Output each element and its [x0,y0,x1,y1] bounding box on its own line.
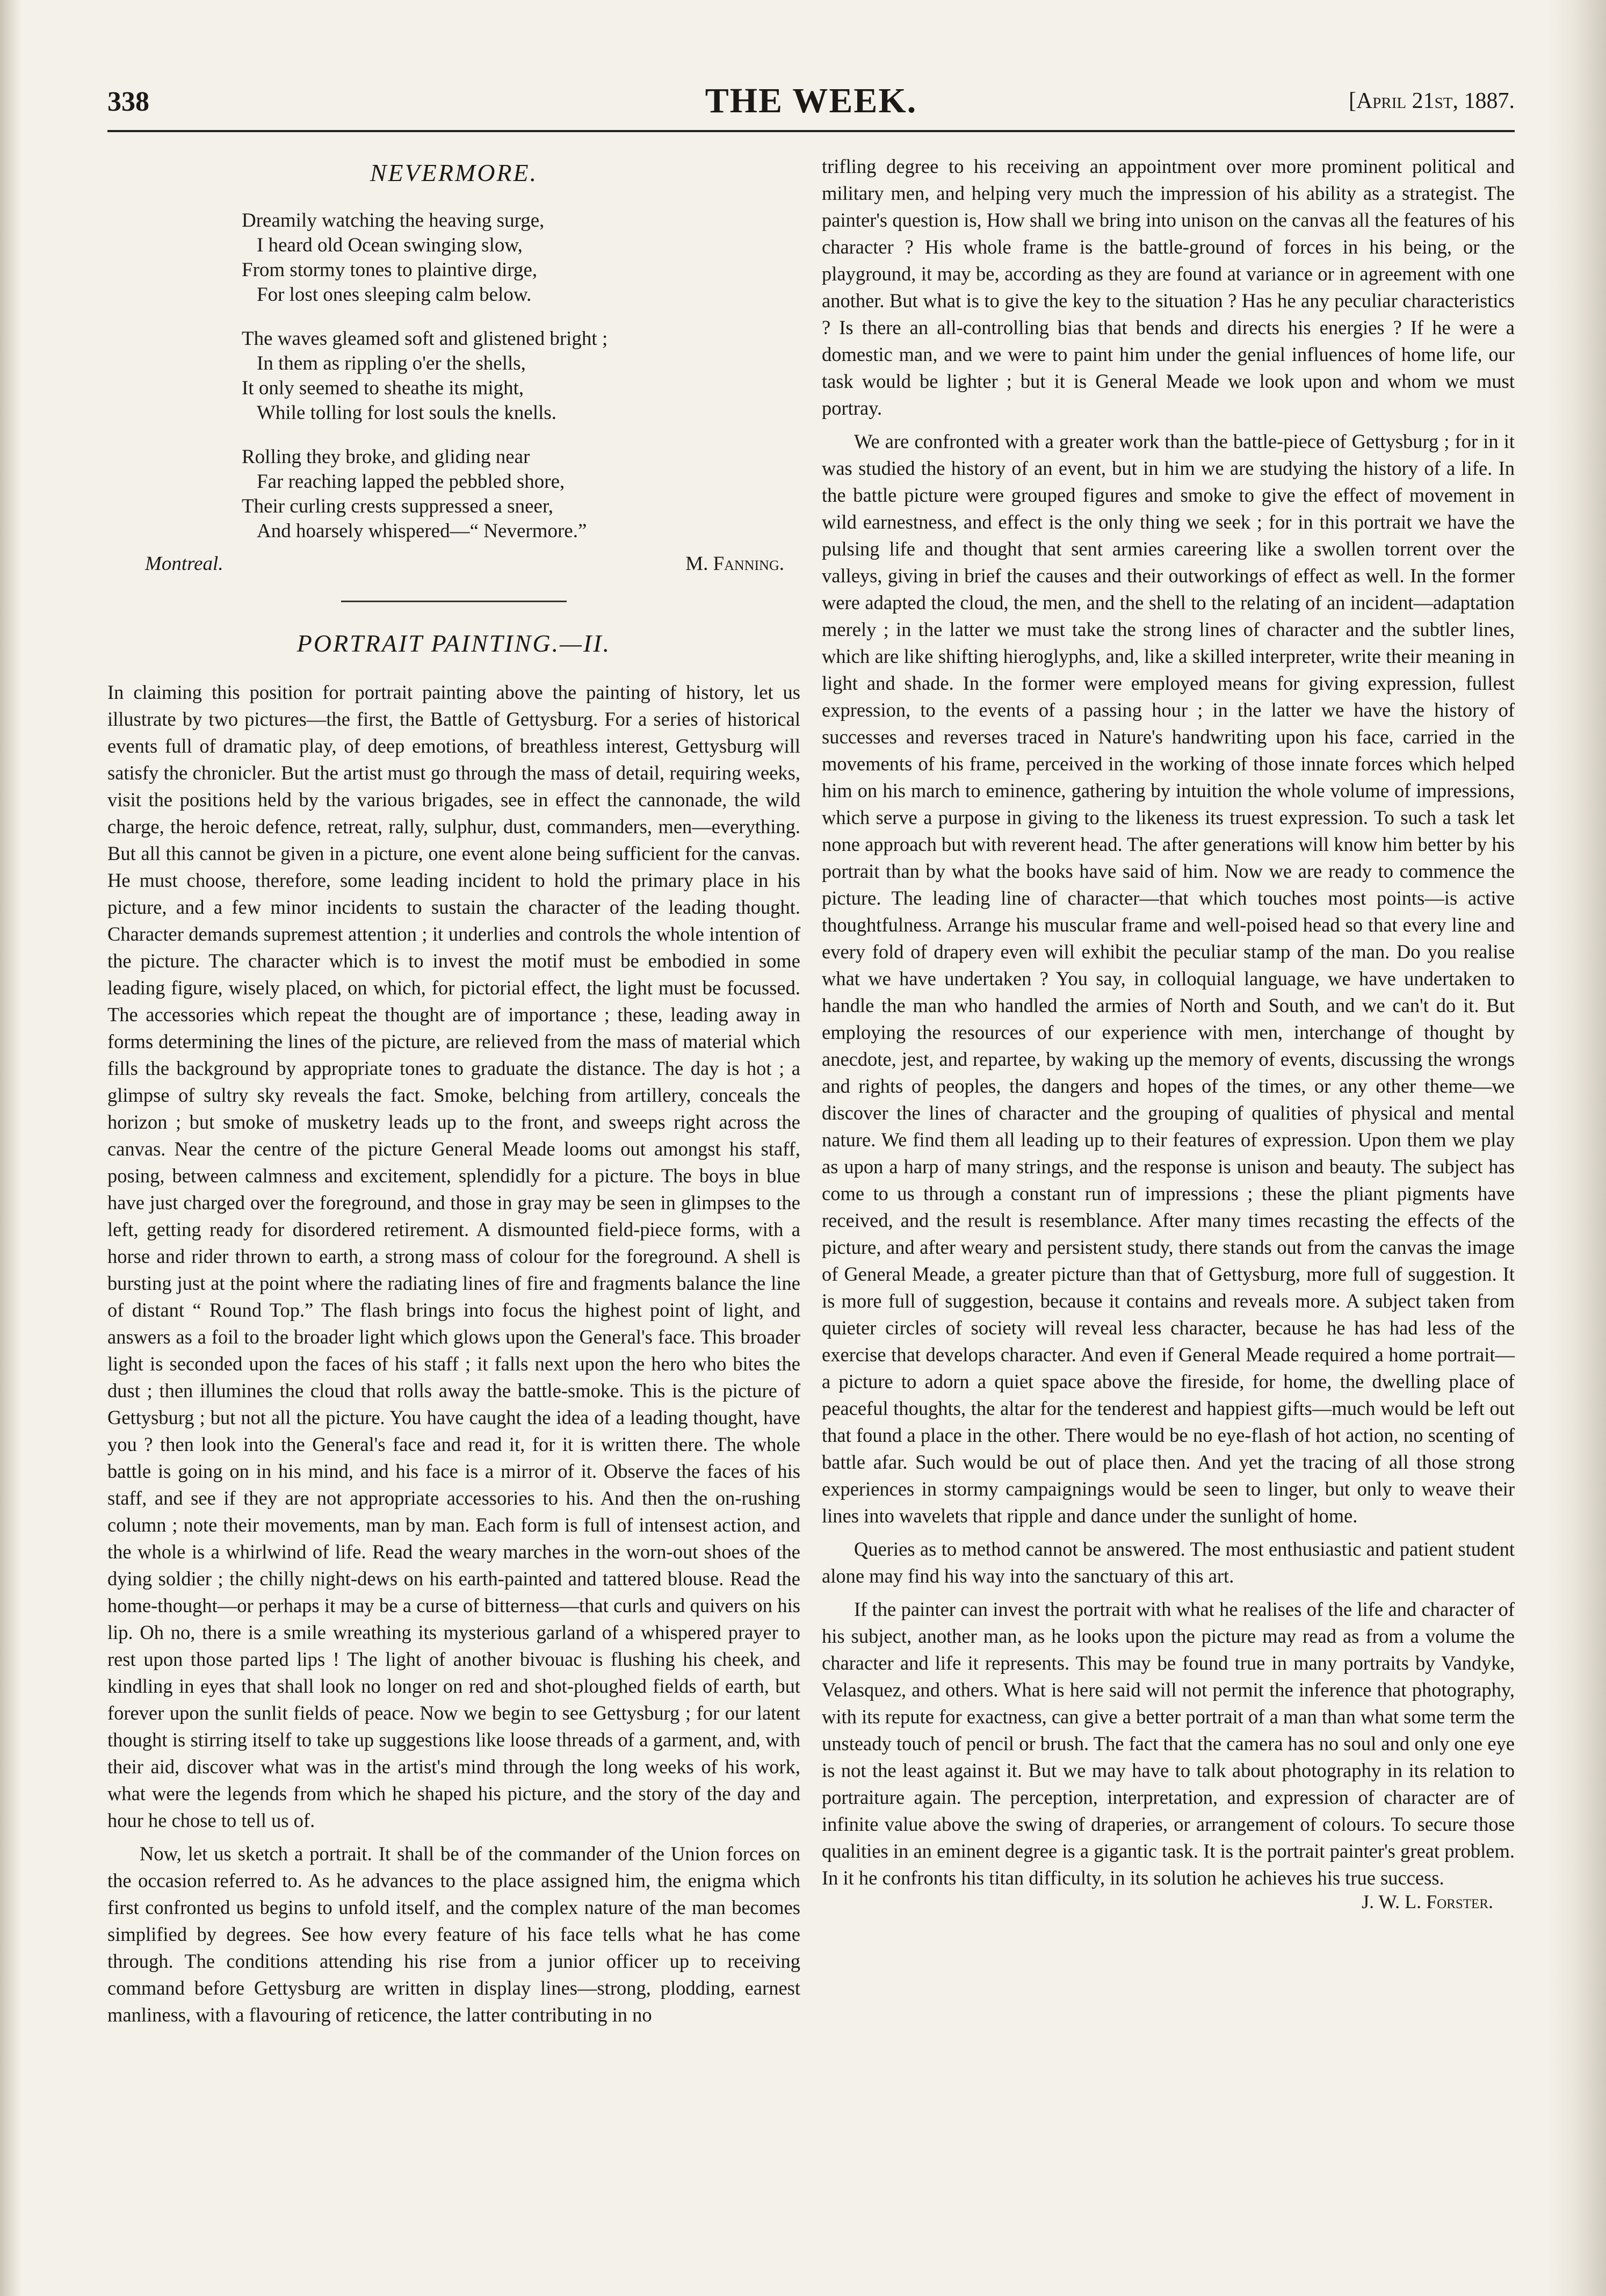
article-paragraph: We are confronted with a greater work than the battle-piece of Gettysburg ; for in it was studied the history of an event, but in him we are studying the history of a life. In the battle picture were grouped figures and smoke to give the effect of movement in wild earnestness, and effect is the only thing we seek ; for in this portrait we have the pulsing life and thought that sent armies careering like a swollen torrent over the valleys, giving in brief the causes and their outworkings of effect as well. In the former were adapted the cloud, the men, and the shell to the relating of an incident—adaptation merely ; in the latter we must take the strong lines of character and the subtler lines, which are like shifting hieroglyphs, and, like a skilled interpreter, write their meaning in light and shade. In the former were employed means for giving expression, fullest expression, to the events of a passing hour ; in the latter we have the history of successes and reverses traced in Nature's handwriting upon his face, carried in the movements of his frame, perceived in the working of those innate forces which helped him on his march to eminence, gathering by intuition the whole volume of impressions, which serve a purpose in giving to the likeness its truest expression. To such a task let none approach but with reverent head. The after generations will know him better by his portrait than by what the books have said of him. Now we are ready to commence the picture. The leading line of character—that which touches most points—is active thoughtfulness. Arrange his muscular frame and well-poised head so that every line and every fold of drapery even will exhibit the peculiar stamp of the man. Do you realise what we have undertaken ? You say, in colloquial language, we have undertaken to handle the man who handled the armies of North and South, and we can't do it. But employing the resources of our experience with men, interchange of thought by anecdote, jest, and repartee, by waking up the memory of events, discussing the wrongs and rights of peoples, the dangers and hopes of the times, or any other theme—we discover the lines of character and the grouping of qualities of physical and mental nature. We find them all leading up to their features of expression. Upon them we play as upon a harp of many strings, and the response is unison and beauty. The subject has come to us through a constant run of impressions ; these the pliant pigments have received, and the result is resemblance. After many times recasting the effects of the picture, and after weary and persistent study, there stands out from the canvas the image of General Meade, a greater picture than that of Gettysburg, more full of suggestion. It is more full of suggestion, because it contains and reveals more. A subject taken from quieter circles of society will reveal less character, because he has had less of the exercise that develops character. And even if General Meade required a home portrait—a picture to adorn a quiet space above the fireside, for home, the dwelling place of peaceful thoughts, the altar for the tenderest and happiest gifts—much would be left out that found a place in the other. There would be no eye-flash of hot action, no scenting of battle afar. Such would be out of place then. And yet the tracing of all those strong experiences in stormy campaignings would be seen to linger, but only to weave their lines into wavelets that ripple and dance under the sunlight of home. [822,430,1515,1527]
poem-line: Their curling crests suppressed a sneer, [242,495,554,517]
issue-date: [April 21st, 1887. [1348,89,1515,113]
poem-line: Rolling they broke, and gliding near [242,446,530,468]
poem [107,158,800,579]
page-header [107,81,1515,124]
article-paragraph: Now, let us sketch a portrait. It shall be of the commander of the Union forces on the occasion referred to. As he advances to the place assigned him, the enigma which first confronted us begins to unfold itself, and the complex nature of the man becomes simplified by degrees. See how every feature of his face tells what he has come through. The conditions attending his rise from a junior officer up to receiving command before Gettysburg are written in display lines—strong, plodding, earnest manliness, with a flavouring of reticence, the latter contributing in no [107,1843,800,2026]
page-number: 338 [107,86,149,117]
poem-line: Far reaching lapped the pebbled shore, [257,471,565,493]
article-paragraph: In claiming this position for portrait painting above the painting of history, let us illustrate by two pictures—the first, the Battle of Gettysburg. For a series of historical events full of dramatic play, of deep emotions, of breathless interest, Gettysburg will satisfy the chronicler. But the artist must go through the mass of detail, requiring weeks, visit the positions held by the various brigades, see in effect the cannonade, the wild charge, the heroic defence, retreat, rally, sulphur, dust, commanders, men—everything. But all this cannot be given in a picture, one event alone being sufficient for the canvas. He must choose, therefore, some leading incident to hold the primary place in his picture, and a few minor incidents to sustain the character of the leading thought. Character demands supremest attention ; it underlies and controls the whole intention of the picture. The character which is to invest the motif must be embodied in some leading figure, wisely placed, on which, for pictorial effect, the light must be focussed. The accessories which repeat the thought are of importance ; these, leading away in forms determining the lines of the picture, are relieved from the mass of material which fills the background by appropriate tones to graduate the distance. The day is hot ; a glimpse of sultry sky reveals the fact. Smoke, belching from artillery, conceals the horizon ; but smoke of musketry leads up to the front, and sweeps right across the canvas. Near the centre of the picture General Meade looms out amongst his staff, posing, between calmness and excitement, splendidly for a picture. The boys in blue have just charged over the foreground, and those in gray may be seen in glimpses to the left, getting ready for disordered retirement. A dismounted field-piece forms, with a horse and rider thrown to earth, a strong mass of colour for the foreground. A shell is bursting just at the point where the radiating lines of fire and fragments balance the line of distant “ Round Top.” The flash brings into focus the highest point of light, and answers as a foil to the broader light which glows upon the General's face. This broader light is seconded upon the faces of his staff ; it falls next upon the hero who bites the dust ; then illumines the cloud that rolls away the battle-smoke. This is the picture of Gettysburg ; but not all the picture. You have caught the idea of a leading thought, have you ? then look into the General's face and read it, for it is written there. The whole battle is going on in his mind, and his face is a mirror of it. Observe the faces of his staff, and see if they are not appropriate accessories to his. And then the on-rushing column ; note their movements, man by man. Each form is full of intensest action, and the whole is a whirlwind of life. Read the weary marches in the worn-out shoes of the dying soldier ; the chilly night-dews on his earth-painted and tattered blouse. Read the home-thought—or perhaps it may be a curse of bitterness—that curls and quivers on his lip. Oh no, there is a smile wreathing its mysterious garland of a whispered prayer to rest upon those parted lips ! The light of another bivouac is flushing his cheek, and kindling in eyes that shall look no longer on red and shot-ploughed fields of earth, but forever upon the sunlit fields of peace. Now we begin to see Gettysburg ; for our latent thought is stirring itself to take up suggestions like loose threads of a garment, and, with their aid, discover what was in the artist's mind through the long weeks of his work, what were the legends from which he shaped his picture, and the story of the day and hour he chose to tell us of. [107,681,800,1831]
poem-stanza [242,445,800,544]
article-paragraph: Queries as to method cannot be answered. The most enthusiastic and patient student alone may find his way into the sanctuary of this art. [822,1538,1515,1587]
masthead-title: THE WEEK. [705,81,917,120]
poem-title: NEVERMORE. [370,159,538,186]
poem-line: In them as rippling o'er the shells, [257,352,526,374]
poem-author: M. Fanning. [685,553,784,575]
right-column [822,153,1515,1913]
header-rule [107,130,1515,132]
poem-line: While tolling for lost souls the knells. [257,402,557,424]
poem-line: From stormy tones to plaintive dirge, [242,259,538,281]
poem-line: For lost ones sleeping calm below. [257,284,532,306]
poem-byline [107,552,800,579]
article-author: J. W. L. Forster. [1362,1891,1493,1912]
page-binding-edge-right [1547,0,1606,2296]
poem-stanza [242,327,800,425]
article-title: PORTRAIT PAINTING.—II. [296,630,611,657]
article-paragraph: If the painter can invest the portrait with what he realises of the life and character of his subject, another man, as he looks upon the picture may read as from a volume the character and life it represents. This may be found true in many portraits by Vandyke, Velasquez, and others. What is here said will not permit the inference that photography, with its repute for exactness, can give a better portrait of a man than what some term the unsteady touch of pencil or brush. The fact that the camera has no soul and only one eye is not the least against it. But we may have to talk about photography in its relation to portraiture again. The perception, interpretation, and expression of character are of infinite value above the swing of draperies, or arrangement of colours. To secure those qualities in an eminent degree is a gigantic task. It is the portrait painter's great problem. In it he confronts his titan difficulty, in its solution he achieves his true success. [822,1598,1515,1889]
poem-line: And hoarsely whispered—“ Nevermore.” [257,520,587,542]
poem-line: The waves gleamed soft and glistened bright ; [242,328,608,350]
poem-stanza [242,208,800,307]
page-binding-edge-left [0,0,21,2296]
article-paragraph: trifling degree to his receiving an appointment over more prominent political and military men, and helping very much the impression of his ability as a strategist. The painter's question is, How shall we bring into unison on the canvas all the features of his character ? His whole frame is the battle-ground of forces in his being, or the playground, it may be, according as they are found at variance or in agreement with one another. But what is to give the key to the situation ? Has he any peculiar characteristics ? Is there an all-controlling bias that bends and directs his energies ? If he were a domestic man, and we were to paint him under the genial influences of home life, our task would be lighter ; but it is General Meade we look upon and whom we must portray. [822,155,1515,419]
poem-place: Montreal. [145,553,223,575]
poem-line: It only seemed to sheathe its might, [242,377,524,399]
poem-line: I heard old Ocean swinging slow, [257,234,523,256]
poem-line: Dreamily watching the heaving surge, [242,210,545,232]
section-divider [341,601,567,602]
left-column [107,153,800,2028]
